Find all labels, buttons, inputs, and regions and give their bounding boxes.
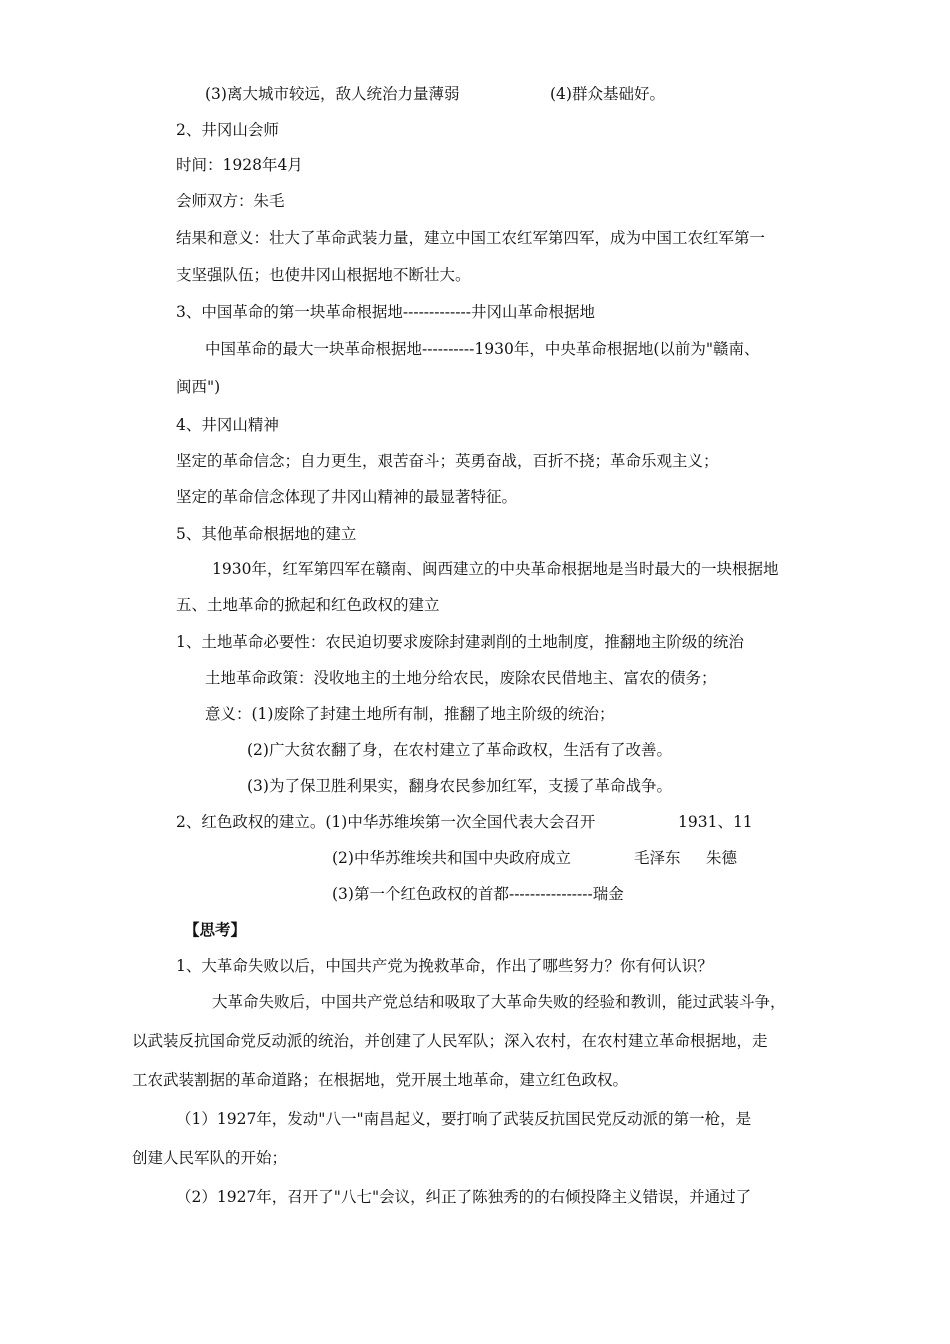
text-line: 中国革命的最大一块革命根据地----------1930年，中央革命根据地(以前为"赣南、 (205, 340, 760, 358)
text-line: (3)离大城市较远，敌人统治力量薄弱 (205, 85, 460, 103)
text-line: 支坚强队伍；也使井冈山根据地不断壮大。 (176, 266, 471, 284)
text-line: 坚定的革命信念体现了井冈山精神的最显著特征。 (176, 488, 518, 506)
text-line: 工农武装割据的革命道路；在根据地，党开展土地革命，建立红色政权。 (132, 1071, 629, 1089)
section-heading: 五、土地革命的掀起和红色政权的建立 (176, 596, 440, 614)
section-heading: 5、其他革命根据地的建立 (176, 525, 357, 543)
text-line: 朱德 (706, 849, 738, 867)
text-line: （1）1927年，发动"八一"南昌起义，要打响了武装反抗国民党反动派的第一枪，是 (176, 1110, 752, 1128)
text-line: 坚定的革命信念；自力更生，艰苦奋斗；英勇奋战，百折不挠；革命乐观主义； (176, 452, 719, 470)
text-line: 意义：(1)废除了封建土地所有制，推翻了地主阶级的统治； (205, 705, 615, 723)
text-line: (3)第一个红色政权的首都----------------瑞金 (332, 885, 624, 903)
text-line: (3)为了保卫胜利果实，翻身农民参加红军，支援了革命战争。 (247, 777, 672, 795)
text-line: 闽西") (176, 378, 221, 396)
section-heading: 3、中国革命的第一块革命根据地-------------井冈山革命根据地 (176, 303, 595, 321)
section-heading: 【思考】 (184, 920, 247, 939)
text-line: 会师双方：朱毛 (176, 192, 285, 210)
text-line: 1、土地革命必要性：农民迫切要求废除封建剥削的土地制度，推翻地主阶级的统治 (176, 633, 744, 651)
text-line: 毛泽东 (634, 849, 681, 867)
section-heading: 2、井冈山会师 (176, 121, 279, 139)
question-line: 1、大革命失败以后，中国共产党为挽救革命，作出了哪些努力？你有何认识？ (176, 957, 713, 975)
text-line: 2、红色政权的建立。(1)中华苏维埃第一次全国代表大会召开 (176, 813, 596, 831)
text-line: 结果和意义：壮大了革命武装力量，建立中国工农红军第四军，成为中国工农红军第一 (176, 229, 766, 247)
text-line: 1930年，红军第四军在赣南、闽西建立的中央革命根据地是当时最大的一块根据地 (212, 560, 779, 578)
text-line: 时间：1928年4月 (176, 156, 303, 174)
text-line: (4)群众基础好。 (550, 85, 665, 103)
text-line: 大革命失败后，中国共产党总结和吸取了大革命失败的经验和教训，能过武装斗争， (212, 993, 786, 1011)
text-line: 以武装反抗国命党反动派的统治，并创建了人民军队；深入农村，在农村建立革命根据地，走 (132, 1032, 768, 1050)
section-heading: 4、井冈山精神 (176, 416, 279, 434)
text-line: （2）1927年，召开了"八七"会议，纠正了陈独秀的的右倾投降主义错误，并通过了 (176, 1188, 752, 1206)
text-line: (2)广大贫农翻了身，在农村建立了革命政权，生活有了改善。 (247, 741, 672, 759)
text-line: 1931、11 (678, 813, 753, 831)
text-line: 创建人民军队的开始； (132, 1149, 288, 1167)
text-line: (2)中华苏维埃共和国中央政府成立 (332, 849, 571, 867)
text-line: 土地革命政策：没收地主的土地分给农民，废除农民借地主、富农的债务； (205, 669, 717, 687)
